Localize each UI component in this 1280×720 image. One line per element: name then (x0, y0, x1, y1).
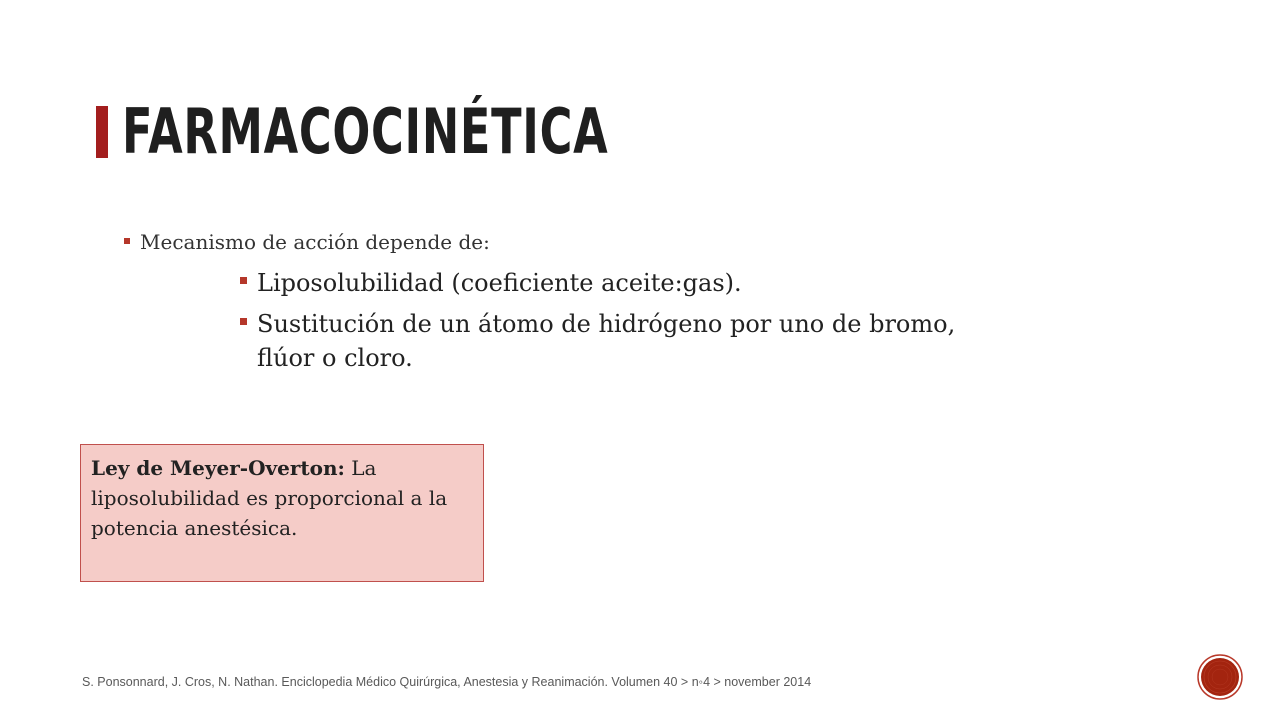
square-bullet-icon (124, 238, 130, 244)
reference-footer: S. Ponsonnard, J. Cros, N. Nathan. Enciclopedia Médico Quirúrgica, Anestesia y Reanimación. Volumen 40 > n◦4 > november 2014 (82, 675, 812, 689)
bullet-level1-text: Mecanismo de acción depende de: (140, 230, 490, 254)
slide-nav-circle-icon[interactable] (1197, 654, 1243, 700)
bullet-level2-text: Liposolubilidad (coeficiente aceite:gas). (257, 269, 742, 297)
bullet-level2-liposolubility (240, 266, 742, 300)
bullet-level2-text: Sustitución de un átomo de hidrógeno por uno de bromo, (257, 310, 956, 338)
square-bullet-icon (240, 318, 247, 325)
square-bullet-icon (240, 277, 247, 284)
callout-heading: Ley de Meyer-Overton: (91, 456, 345, 480)
bullet-level1 (124, 228, 490, 256)
bullet-level2-continuation: flúor o cloro. (257, 344, 413, 372)
bullet-level2-substitution (240, 307, 955, 375)
callout-text: La liposolubilidad es proporcional a la potencia anestésica. (91, 456, 448, 540)
slide-title: FARMACOCINÉTICA (122, 95, 609, 168)
title-accent-bar (96, 106, 108, 158)
meyer-overton-callout (80, 444, 484, 582)
